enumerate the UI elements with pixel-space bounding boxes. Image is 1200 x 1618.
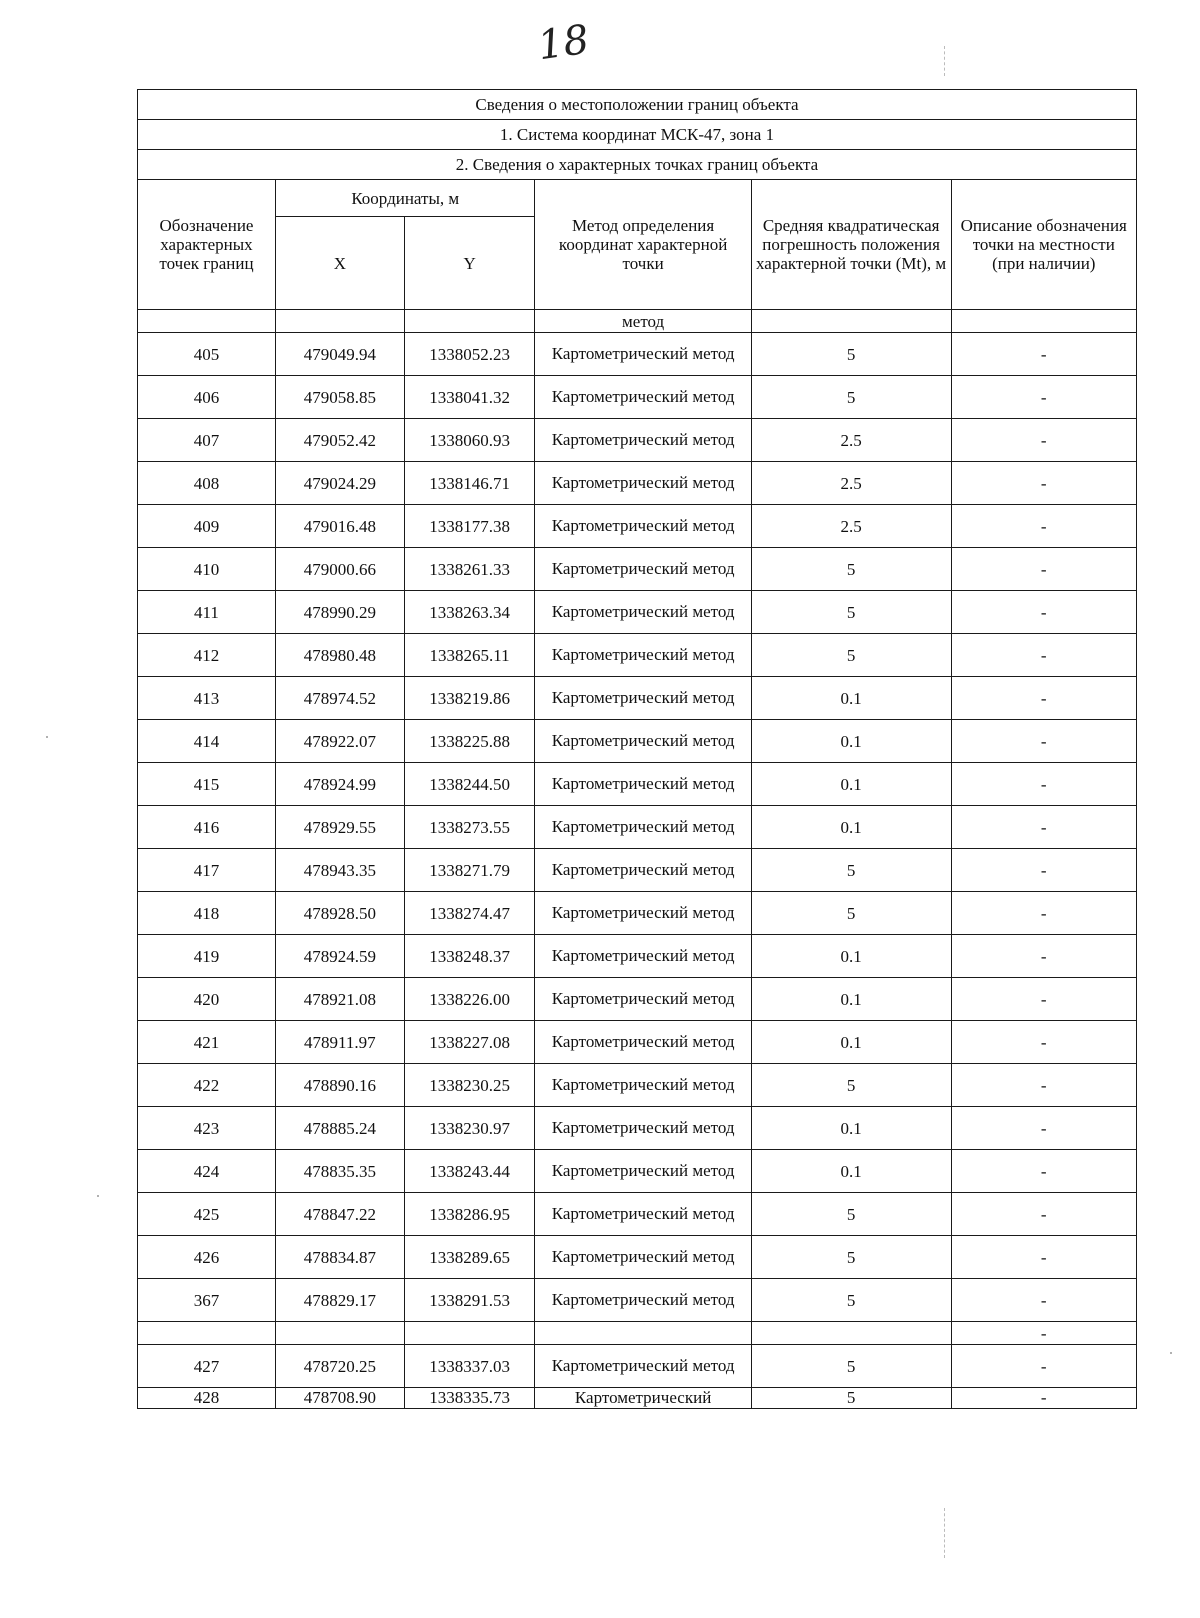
coord-x: 478890.16 [275, 1064, 404, 1107]
coord-y: 1338263.34 [404, 591, 535, 634]
coord-x: 478911.97 [275, 1021, 404, 1064]
description: - [951, 1236, 1136, 1279]
coord-y: 1338230.25 [404, 1064, 535, 1107]
table-row [138, 1345, 1137, 1388]
table-row [138, 763, 1137, 806]
point-id: 422 [138, 1064, 276, 1107]
method: Картометрический метод [535, 1107, 751, 1150]
point-id: 408 [138, 462, 276, 505]
cont-cell [751, 310, 951, 333]
coord-y: 1338177.38 [404, 505, 535, 548]
point-id: 367 [138, 1279, 276, 1322]
method: Картометрический метод [535, 849, 751, 892]
coord-x: 478928.50 [275, 892, 404, 935]
method: Картометрический метод [535, 591, 751, 634]
table-row [138, 806, 1137, 849]
method: Картометрический метод [535, 1236, 751, 1279]
method: Картометрический метод [535, 892, 751, 935]
description: - [951, 548, 1136, 591]
coord-y: 1338265.11 [404, 634, 535, 677]
error-value: 2.5 [751, 462, 951, 505]
header-x: X [275, 217, 404, 310]
continuation-method: метод [535, 310, 751, 333]
point-id: 412 [138, 634, 276, 677]
coord-x: 478835.35 [275, 1150, 404, 1193]
method: Картометрический метод [535, 720, 751, 763]
coordinate-system: 1. Система координат МСК-47, зона 1 [138, 120, 1137, 150]
point-id: 416 [138, 806, 276, 849]
description: - [951, 677, 1136, 720]
method: Картометрический метод [535, 419, 751, 462]
description: - [951, 763, 1136, 806]
coord-x: 478829.17 [275, 1279, 404, 1322]
method: Картометрический метод [535, 1193, 751, 1236]
description: - [951, 419, 1136, 462]
coord-y: 1338291.53 [404, 1279, 535, 1322]
table-row [138, 935, 1137, 978]
point-id: 406 [138, 376, 276, 419]
error-value: 0.1 [751, 978, 951, 1021]
coord-x: 478990.29 [275, 591, 404, 634]
description: - [951, 978, 1136, 1021]
description: - [951, 1345, 1136, 1388]
empty-cell [404, 1322, 535, 1345]
table-row [138, 1322, 1137, 1345]
coord-x: 478924.99 [275, 763, 404, 806]
coord-y: 1338060.93 [404, 419, 535, 462]
point-id: 428 [138, 1388, 276, 1409]
coord-x: 479000.66 [275, 548, 404, 591]
error-value: 5 [751, 849, 951, 892]
coord-y: 1338244.50 [404, 763, 535, 806]
description: - [951, 935, 1136, 978]
table-row [138, 892, 1137, 935]
point-id: 419 [138, 935, 276, 978]
point-id: 415 [138, 763, 276, 806]
coord-x: 478929.55 [275, 806, 404, 849]
method: Картометрический метод [535, 1279, 751, 1322]
point-id: 409 [138, 505, 276, 548]
method: Картометрический метод [535, 505, 751, 548]
point-id: 405 [138, 333, 276, 376]
point-id: 414 [138, 720, 276, 763]
table-row [138, 849, 1137, 892]
description: - [951, 1193, 1136, 1236]
table-row [138, 1064, 1137, 1107]
coord-x: 478708.90 [275, 1388, 404, 1409]
description: - [951, 634, 1136, 677]
empty-cell [535, 1322, 751, 1345]
coord-x: 478885.24 [275, 1107, 404, 1150]
point-id: 407 [138, 419, 276, 462]
description: - [951, 849, 1136, 892]
empty-cell [275, 1322, 404, 1345]
coord-x: 478922.07 [275, 720, 404, 763]
section-title: 2. Сведения о характерных точках границ объекта [138, 150, 1137, 180]
table-row [138, 1150, 1137, 1193]
error-value: 2.5 [751, 419, 951, 462]
coord-y: 1338052.23 [404, 333, 535, 376]
coord-y: 1338146.71 [404, 462, 535, 505]
point-id: 421 [138, 1021, 276, 1064]
table-row [138, 978, 1137, 1021]
point-id: 413 [138, 677, 276, 720]
method: Картометрический метод [535, 462, 751, 505]
coord-x: 478943.35 [275, 849, 404, 892]
point-id: 425 [138, 1193, 276, 1236]
error-value: 0.1 [751, 935, 951, 978]
coord-x: 479024.29 [275, 462, 404, 505]
coord-x: 478921.08 [275, 978, 404, 1021]
point-id: 411 [138, 591, 276, 634]
coord-y: 1338286.95 [404, 1193, 535, 1236]
error-value: 5 [751, 1279, 951, 1322]
description: - [951, 1107, 1136, 1150]
coord-y: 1338226.00 [404, 978, 535, 1021]
description: - [951, 892, 1136, 935]
table-row [138, 419, 1137, 462]
scan-speck [46, 736, 48, 738]
table-row [138, 1388, 1137, 1409]
method: Картометрический [535, 1388, 751, 1409]
method: Картометрический метод [535, 376, 751, 419]
table-row [138, 462, 1137, 505]
coord-y: 1338041.32 [404, 376, 535, 419]
error-value: 5 [751, 376, 951, 419]
header-error: Средняя квадратическая погрешность положения характерной точки (Mt), м [751, 180, 951, 310]
coord-x: 479049.94 [275, 333, 404, 376]
table-row [138, 1236, 1137, 1279]
coord-x: 479052.42 [275, 419, 404, 462]
coord-y: 1338243.44 [404, 1150, 535, 1193]
coord-y: 1338274.47 [404, 892, 535, 935]
coord-x: 479016.48 [275, 505, 404, 548]
point-id: 417 [138, 849, 276, 892]
table-row [138, 677, 1137, 720]
coord-x: 478974.52 [275, 677, 404, 720]
description: - [951, 1388, 1136, 1409]
coord-y: 1338225.88 [404, 720, 535, 763]
table-row [138, 591, 1137, 634]
coord-y: 1338335.73 [404, 1388, 535, 1409]
method: Картометрический метод [535, 677, 751, 720]
error-value: 0.1 [751, 1021, 951, 1064]
error-value: 5 [751, 634, 951, 677]
scan-speck [97, 1195, 99, 1197]
error-value: 0.1 [751, 677, 951, 720]
empty-cell [751, 1322, 951, 1345]
coord-y: 1338261.33 [404, 548, 535, 591]
method: Картометрический метод [535, 978, 751, 1021]
error-value: 5 [751, 1193, 951, 1236]
method: Картометрический метод [535, 634, 751, 677]
coord-x: 479058.85 [275, 376, 404, 419]
coord-x: 478834.87 [275, 1236, 404, 1279]
table-row [138, 505, 1137, 548]
error-value: 0.1 [751, 806, 951, 849]
method: Картометрический метод [535, 763, 751, 806]
description: - [951, 376, 1136, 419]
error-value: 5 [751, 548, 951, 591]
table-row [138, 1107, 1137, 1150]
point-id: 424 [138, 1150, 276, 1193]
method: Картометрический метод [535, 1021, 751, 1064]
method: Картометрический метод [535, 1150, 751, 1193]
description: - [951, 806, 1136, 849]
point-id: 418 [138, 892, 276, 935]
cont-cell [138, 310, 276, 333]
scan-speck [1170, 1352, 1172, 1354]
header-description: Описание обозначения точки на местности (при наличии) [951, 180, 1136, 310]
table-row [138, 376, 1137, 419]
error-value: 5 [751, 333, 951, 376]
header-method: Метод определения координат характерной точки [535, 180, 751, 310]
cont-cell [275, 310, 404, 333]
method: Картометрический метод [535, 935, 751, 978]
table-row [138, 634, 1137, 677]
cont-cell [404, 310, 535, 333]
method: Картометрический метод [535, 333, 751, 376]
table-title: Сведения о местоположении границ объекта [138, 90, 1137, 120]
error-value: 0.1 [751, 1107, 951, 1150]
point-id: 420 [138, 978, 276, 1021]
description: - [951, 505, 1136, 548]
scan-artifact [944, 46, 945, 76]
page-number: 18 [535, 16, 592, 70]
error-value: 0.1 [751, 763, 951, 806]
coord-y: 1338248.37 [404, 935, 535, 978]
error-value: 5 [751, 1064, 951, 1107]
table-row [138, 333, 1137, 376]
coord-y: 1338337.03 [404, 1345, 535, 1388]
table-row [138, 1021, 1137, 1064]
coord-y: 1338219.86 [404, 677, 535, 720]
description: - [951, 1021, 1136, 1064]
error-value: 5 [751, 591, 951, 634]
coord-y: 1338230.97 [404, 1107, 535, 1150]
table-row [138, 548, 1137, 591]
header-y: Y [404, 217, 535, 310]
description: - [951, 1322, 1136, 1345]
cont-cell [951, 310, 1136, 333]
coord-y: 1338289.65 [404, 1236, 535, 1279]
description: - [951, 591, 1136, 634]
error-value: 0.1 [751, 720, 951, 763]
coord-y: 1338273.55 [404, 806, 535, 849]
empty-cell [138, 1322, 276, 1345]
description: - [951, 333, 1136, 376]
scan-artifact [944, 1508, 945, 1558]
error-value: 2.5 [751, 505, 951, 548]
description: - [951, 1150, 1136, 1193]
error-value: 5 [751, 1345, 951, 1388]
coord-x: 478924.59 [275, 935, 404, 978]
error-value: 5 [751, 892, 951, 935]
header-point: Обозначение характерных точек границ [138, 180, 276, 310]
coord-x: 478847.22 [275, 1193, 404, 1236]
table-row [138, 1279, 1137, 1322]
header-coords: Координаты, м [275, 180, 535, 217]
boundary-points-table [137, 89, 1137, 1409]
coord-y: 1338227.08 [404, 1021, 535, 1064]
point-id: 423 [138, 1107, 276, 1150]
coord-y: 1338271.79 [404, 849, 535, 892]
point-id: 410 [138, 548, 276, 591]
error-value: 5 [751, 1388, 951, 1409]
description: - [951, 1279, 1136, 1322]
method: Картометрический метод [535, 806, 751, 849]
error-value: 5 [751, 1236, 951, 1279]
coord-x: 478980.48 [275, 634, 404, 677]
method: Картометрический метод [535, 548, 751, 591]
error-value: 0.1 [751, 1150, 951, 1193]
method: Картометрический метод [535, 1064, 751, 1107]
coord-x: 478720.25 [275, 1345, 404, 1388]
description: - [951, 720, 1136, 763]
table-row [138, 720, 1137, 763]
method: Картометрический метод [535, 1345, 751, 1388]
description: - [951, 462, 1136, 505]
point-id: 426 [138, 1236, 276, 1279]
description: - [951, 1064, 1136, 1107]
point-id: 427 [138, 1345, 276, 1388]
table-row [138, 1193, 1137, 1236]
